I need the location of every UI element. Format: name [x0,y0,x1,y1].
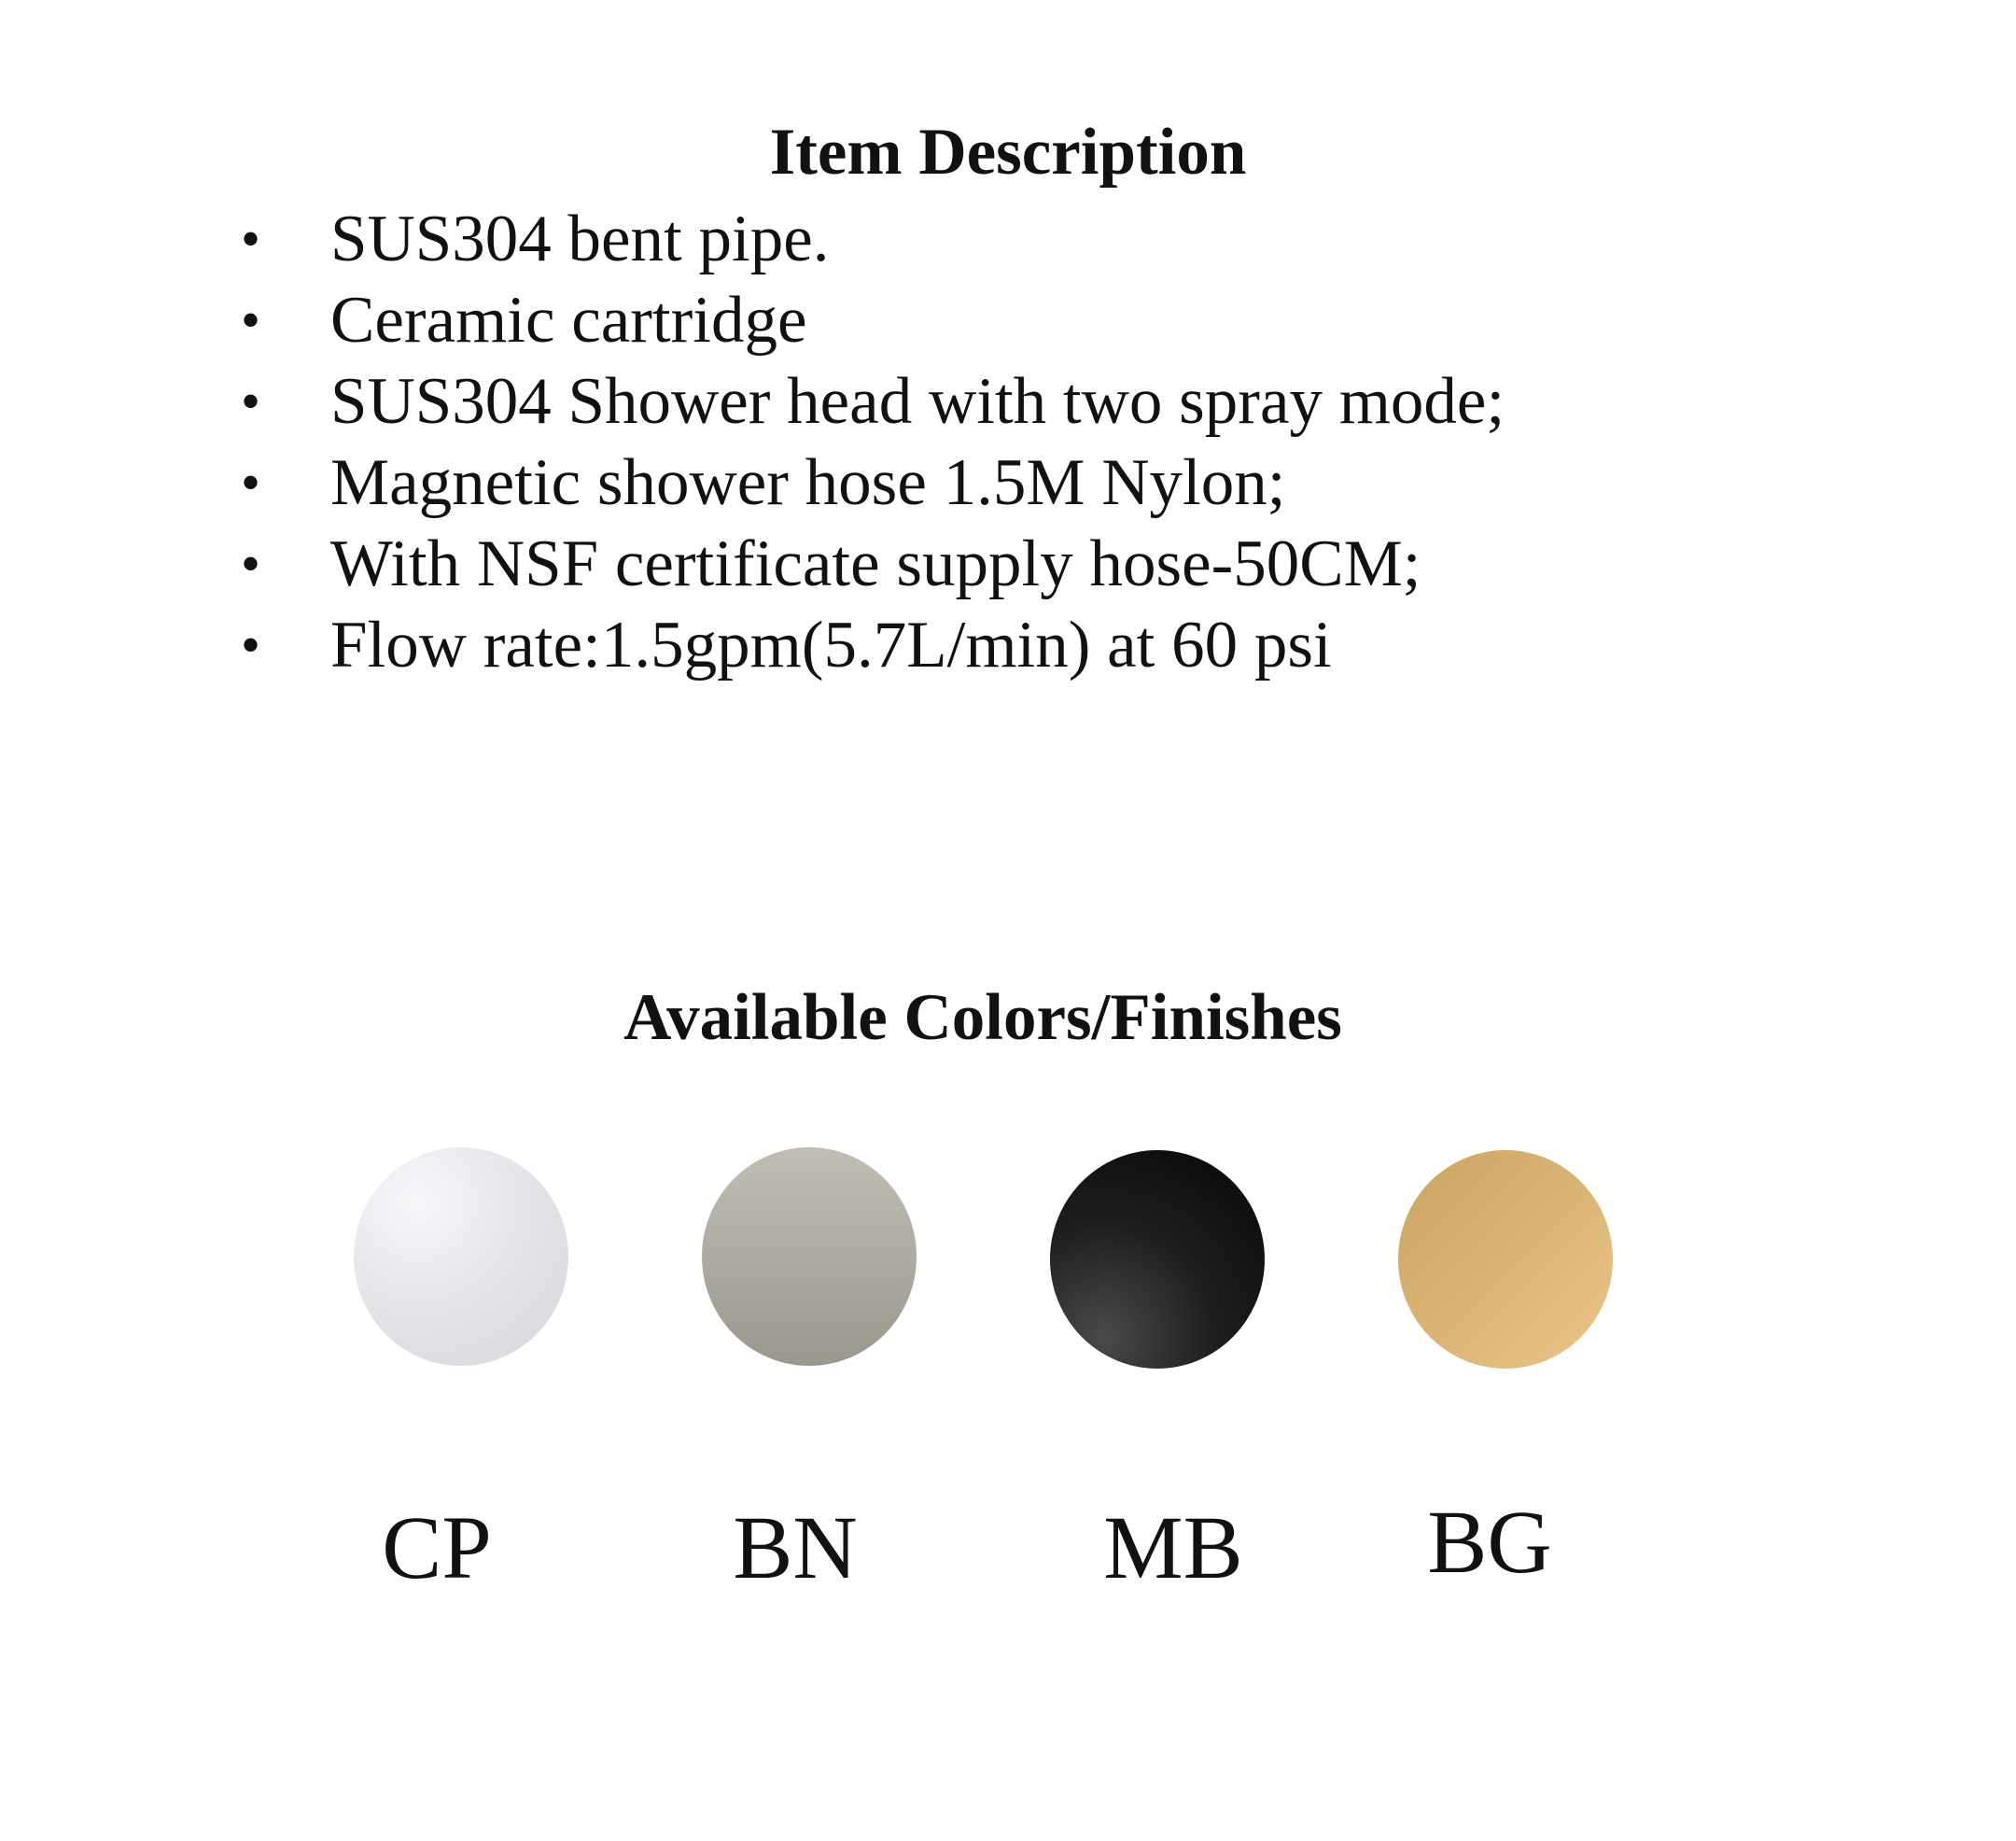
available-finishes-heading: Available Colors/Finishes [623,981,1342,1054]
bullet-icon: • [241,371,261,432]
feature-text: Flow rate:1.5gpm(5.7L/min) at 60 psi [330,609,1332,682]
feature-text: SUS304 Shower head with two spray mode; [330,365,1505,438]
feature-text: With NSF certificate supply hose-50CM; [330,527,1421,600]
item-description-heading: Item Description [769,116,1247,189]
feature-text: SUS304 bent pipe. [330,203,830,275]
matte-black-finish-swatch [1050,1150,1265,1369]
finish-code-label: BG [1427,1492,1552,1592]
finish-code-label: BN [733,1497,858,1597]
brushed-gold-finish-swatch [1398,1150,1613,1369]
brushed-nickel-finish-swatch [702,1147,917,1366]
bullet-icon: • [241,208,261,270]
feature-text: Magnetic shower hose 1.5M Nylon; [330,446,1286,519]
feature-text: Ceramic cartridge [330,284,807,357]
finish-code-label: MB [1103,1497,1243,1597]
finish-code-label: CP [382,1497,492,1597]
bullet-icon: • [241,533,261,595]
chrome-finish-swatch [354,1147,568,1366]
bullet-icon: • [241,289,261,351]
bullet-icon: • [241,452,261,513]
bullet-icon: • [241,614,261,676]
